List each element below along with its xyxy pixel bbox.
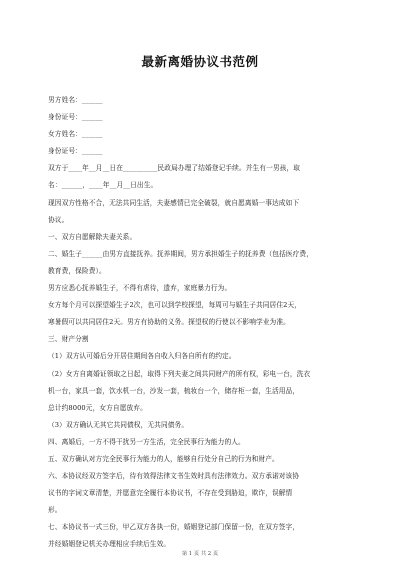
document-line: 四、离婚后，一方不得干扰另一方生活，完全民事行为能力的人。 <box>48 437 245 446</box>
document-line: （2）女方自离婚证领取之日起，取得下列夫妻之间共同财产的所有权，彩电一台，洗衣 <box>48 369 311 378</box>
document-line: 身份证号：______ <box>48 147 103 156</box>
document-line: 七、本协议书一式三份，甲乙双方各执一份，婚姻登记部门保留一份，在双方签字， <box>48 523 300 532</box>
document-line: 身份证号：______ <box>48 113 103 122</box>
document-line: 五、双方确认对方完全民事行为能力的人，能够自行处分自己的行为和财产。 <box>48 454 279 463</box>
document-line: 并经婚姻登记机关办理相应手续后生效。 <box>48 540 171 549</box>
page-title: 最新离婚协议书范例 <box>141 54 259 69</box>
document-line: 教育费，保险费）。 <box>48 266 106 275</box>
document-line: 三、财产分割 <box>48 335 89 344</box>
document-line: 现因双方性格不合，无法共同生活，夫妻感情已完全破裂，就自愿离婚一事达成如下 <box>48 198 300 207</box>
document-line: 形。 <box>48 506 62 515</box>
page-number-footer: 第 1 页 共 2 页 <box>181 551 219 557</box>
document-line: 总计约8000元，女方自愿放弃。 <box>48 403 147 412</box>
document-line: 女方姓名：______ <box>48 130 103 139</box>
document-line: 名：______，____年__月__日出生。 <box>48 181 158 190</box>
document-line: 协议。 <box>48 215 69 224</box>
document-line: 男方姓名：______ <box>48 96 103 104</box>
document-line: 男方应悉心抚养婚生子，不得有虐待，遗弃，家庭暴力行为。 <box>48 284 232 293</box>
document-line: （1）双方认可婚后分开居住期间各自收入归各自所有的约定。 <box>48 352 236 361</box>
document-line: 女方每个月可以探望婚生子2次，也可以到学校探望，每周可与婚生子共同居住2天， <box>48 301 302 310</box>
document-line: 六、本协议经双方签字后，待有效得法律文书生效时具有法律效力。双方承诺对该协 <box>48 472 300 481</box>
document-line: 寒暑假可以共同居住2天。男方有协助的义务。探望权的行使以不影响学业为准。 <box>48 318 290 327</box>
document-line: 双方于____年__月__日在__________民政局办理了结婚登记手续。并生有一男孩，取 <box>48 164 301 173</box>
document-body <box>48 92 350 554</box>
document-line: 议书的字词文章清楚，并愿意完全履行本协议书，不存在受到胁迫，欺诈，误解情 <box>48 489 293 498</box>
document-line: 二、婚生子______由男方直接抚养。抚养期间，男方承担婚生子的抚养费（包括医疗费， <box>48 249 314 258</box>
document-line: 机一台，家具一套，饮水机一台，沙发一套，梳妆台一个，储存柜一套，生活用品， <box>48 386 300 395</box>
document-line: （3）双方确认无其它共同债权，无共同债务。 <box>48 420 189 429</box>
document-line: 一、双方自愿解除夫妻关系。 <box>48 232 137 241</box>
